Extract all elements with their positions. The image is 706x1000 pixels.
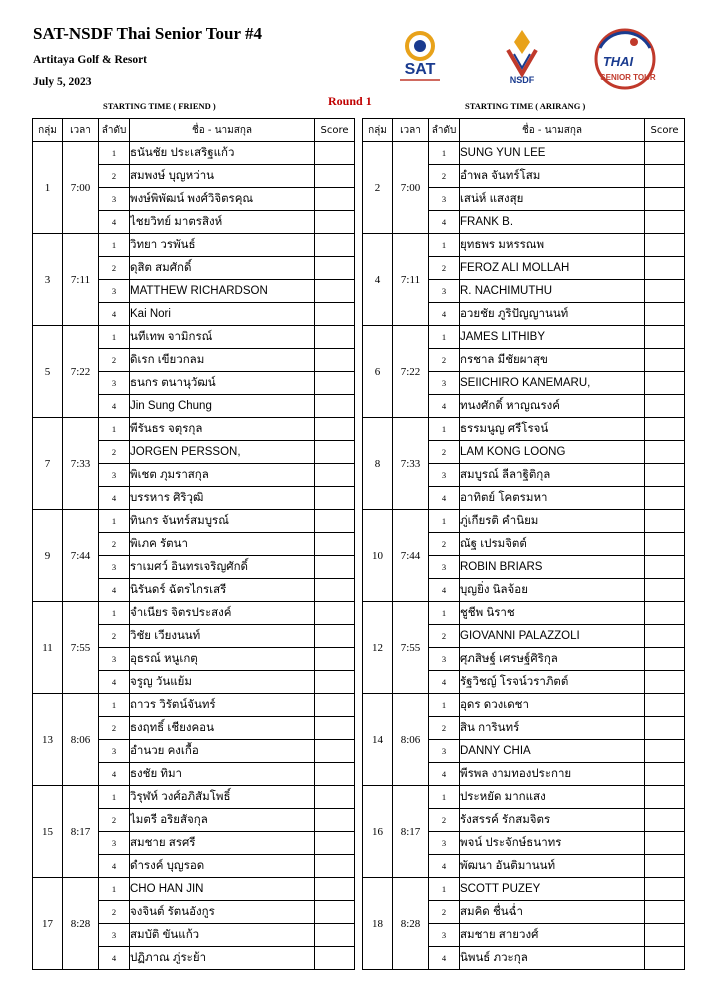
score-cell [315,510,355,533]
player-name: ปฏิภาณ ภู่ระย้า [130,947,315,970]
player-order: 1 [429,142,460,165]
player-name: พิเภค รัตนา [130,533,315,556]
player-order: 4 [99,855,130,878]
player-name: MATTHEW RICHARDSON [130,280,315,303]
player-name: วิรุฬห์ วงศ์อภิสัมโพธิ์ [130,786,315,809]
player-name: SEIICHIRO KANEMARU, [460,372,645,395]
score-cell [645,924,685,947]
player-order: 2 [99,809,130,832]
page-title: SAT-NSDF Thai Senior Tour #4 [33,24,262,43]
thai-senior-tour-logo [588,28,662,90]
score-cell [315,602,355,625]
player-name: อาทิตย์ โคตรมหา [460,487,645,510]
player-name: กรชาล มีชัยผาสุข [460,349,645,372]
table-row [33,510,355,533]
player-order: 2 [429,533,460,556]
player-order: 3 [429,556,460,579]
score-cell [645,487,685,510]
player-order: 3 [99,648,130,671]
score-cell [645,165,685,188]
player-name: พีรันธร จตุรกุล [130,418,315,441]
svg-text:SENIOR TOUR: SENIOR TOUR [600,73,656,82]
player-name: สิน การินทร์ [460,717,645,740]
score-cell [315,418,355,441]
player-order: 4 [429,211,460,234]
group-number: 16 [363,786,393,878]
player-name: รัฐวิชญ์ โรจน์วราภิตต์ [460,671,645,694]
player-name: เสน่ห์ แสงสุย [460,188,645,211]
player-order: 4 [429,579,460,602]
score-cell [645,809,685,832]
group-number: 5 [33,326,63,418]
score-cell [645,717,685,740]
column-header-group: กลุ่ม [33,119,63,142]
player-name: SUNG YUN LEE [460,142,645,165]
player-order: 2 [429,625,460,648]
player-name: สมคิด ชื่นฉ่ำ [460,901,645,924]
player-name: ธนันชัย ประเสริฐแก้ว [130,142,315,165]
tee-time: 8:06 [393,694,429,786]
player-order: 4 [99,947,130,970]
player-name: JAMES LITHIBY [460,326,645,349]
player-name: สมบัติ ขันแก้ว [130,924,315,947]
player-name: Jin Sung Chung [130,395,315,418]
score-cell [645,878,685,901]
group-number: 13 [33,694,63,786]
column-header-name: ชื่อ - นามสกุล [460,119,645,142]
player-name: อุธรณ์ หนูเกตุ [130,648,315,671]
player-name: ถาวร วิรัตน์จันทร์ [130,694,315,717]
player-order: 2 [429,901,460,924]
group-number: 10 [363,510,393,602]
score-cell [315,395,355,418]
score-cell [645,211,685,234]
player-order: 1 [99,510,130,533]
tee-time: 7:00 [63,142,99,234]
player-name: รังสรรค์ รักสมจิตร [460,809,645,832]
player-order: 4 [429,855,460,878]
score-cell [315,556,355,579]
player-order: 4 [99,763,130,786]
player-name: R. NACHIMUTHU [460,280,645,303]
score-cell [645,418,685,441]
score-cell [645,671,685,694]
table-header-row [33,119,355,142]
table-row [363,142,685,165]
player-name: ทินกร จันทร์สมบูรณ์ [130,510,315,533]
player-order: 2 [429,717,460,740]
score-cell [315,487,355,510]
score-cell [645,280,685,303]
player-name: FEROZ ALI MOLLAH [460,257,645,280]
player-name: ธรรมนูญ ศรีโรจน์ [460,418,645,441]
group-number: 7 [33,418,63,510]
player-order: 1 [99,878,130,901]
score-cell [315,280,355,303]
table-row [363,510,685,533]
player-order: 1 [429,234,460,257]
tee-time: 7:44 [63,510,99,602]
score-cell [315,717,355,740]
player-name: ภู่เกียรติ คำนิยม [460,510,645,533]
player-order: 4 [429,395,460,418]
player-name: ธงฤทธิ์ เชียงคอน [130,717,315,740]
score-cell [645,625,685,648]
group-number: 6 [363,326,393,418]
score-cell [645,533,685,556]
player-name: อุดร ดวงเดชา [460,694,645,717]
score-cell [315,234,355,257]
player-order: 2 [99,257,130,280]
score-cell [645,579,685,602]
player-order: 1 [99,786,130,809]
player-name: นทีเทพ จามิกรณ์ [130,326,315,349]
player-order: 4 [429,671,460,694]
player-order: 4 [429,947,460,970]
score-cell [645,510,685,533]
player-order: 2 [429,349,460,372]
player-name: ไชยวิทย์ มาตรสิงห์ [130,211,315,234]
player-order: 2 [99,901,130,924]
player-name: นิพนธ์ ภวะกุล [460,947,645,970]
nsdf-logo [496,26,548,86]
score-cell [315,901,355,924]
tee-time: 8:06 [63,694,99,786]
tee-time: 7:22 [393,326,429,418]
table-header-row [363,119,685,142]
tee-time: 8:28 [63,878,99,970]
player-order: 1 [99,326,130,349]
player-order: 2 [99,625,130,648]
score-cell [315,142,355,165]
player-name: Kai Nori [130,303,315,326]
group-number: 1 [33,142,63,234]
score-cell [315,349,355,372]
player-name: สมชาย สายวงศ์ [460,924,645,947]
score-cell [315,326,355,349]
group-number: 15 [33,786,63,878]
group-number: 9 [33,510,63,602]
player-order: 2 [99,533,130,556]
player-name: พิเชต ภุมราสกุล [130,464,315,487]
column-header-name: ชื่อ - นามสกุล [130,119,315,142]
player-order: 3 [99,280,130,303]
player-order: 3 [99,740,130,763]
score-cell [645,372,685,395]
score-cell [645,441,685,464]
score-cell [315,740,355,763]
column-header-group: กลุ่ม [363,119,393,142]
table-row [33,326,355,349]
score-cell [315,188,355,211]
player-name: บรรหาร ศิริวุฒิ [130,487,315,510]
score-cell [315,464,355,487]
tee-time: 7:33 [393,418,429,510]
group-number: 18 [363,878,393,970]
player-order: 3 [429,832,460,855]
player-name: จรูญ วันแย้ม [130,671,315,694]
score-cell [645,303,685,326]
score-cell [315,947,355,970]
player-name: อำพล จันทร์โสม [460,165,645,188]
score-cell [315,372,355,395]
score-cell [645,556,685,579]
group-number: 17 [33,878,63,970]
left-section-label: STARTING TIME ( FRIEND ) [103,101,216,111]
tee-time: 7:00 [393,142,429,234]
player-order: 1 [99,418,130,441]
player-order: 4 [99,579,130,602]
group-number: 3 [33,234,63,326]
group-number: 2 [363,142,393,234]
score-cell [315,303,355,326]
score-cell [645,257,685,280]
score-cell [315,441,355,464]
score-cell [645,188,685,211]
score-cell [315,809,355,832]
score-cell [315,878,355,901]
player-order: 3 [429,924,460,947]
player-order: 3 [429,740,460,763]
score-cell [645,763,685,786]
player-order: 2 [99,441,130,464]
score-cell [645,464,685,487]
player-name: สมพงษ์ บุญหว่าน [130,165,315,188]
player-order: 1 [429,694,460,717]
player-name: CHO HAN JIN [130,878,315,901]
tee-time: 7:55 [63,602,99,694]
column-header-order: ลำดับ [429,119,460,142]
score-cell [645,832,685,855]
player-name: ชูชีพ นิราช [460,602,645,625]
player-name: พีรพล งามทองประกาย [460,763,645,786]
player-name: FRANK B. [460,211,645,234]
score-cell [315,579,355,602]
right-schedule-table [362,118,685,970]
player-name: ราเมศว์ อินทรเจริญศักดิ์ [130,556,315,579]
venue-name: Artitaya Golf & Resort [33,54,148,66]
score-cell [645,602,685,625]
player-order: 1 [429,786,460,809]
player-name: พงษ์พิพัฒน์ พงศ์วิจิตรคุณ [130,188,315,211]
player-name: พัฒนา อันติมานนท์ [460,855,645,878]
player-name: ธงชัย ทิมา [130,763,315,786]
score-cell [645,648,685,671]
player-order: 1 [99,142,130,165]
player-order: 3 [429,188,460,211]
player-name: ประหยัด มากแสง [460,786,645,809]
player-order: 2 [429,257,460,280]
table-row [33,234,355,257]
tee-time: 7:33 [63,418,99,510]
score-cell [315,625,355,648]
player-order: 2 [429,441,460,464]
player-name: JORGEN PERSSON, [130,441,315,464]
tee-time: 7:11 [393,234,429,326]
event-date: July 5, 2023 [33,76,92,88]
player-name: GIOVANNI PALAZZOLI [460,625,645,648]
score-cell [315,763,355,786]
player-name: ROBIN BRIARS [460,556,645,579]
player-order: 3 [429,372,460,395]
player-order: 4 [99,487,130,510]
player-name: LAM KONG LOONG [460,441,645,464]
player-order: 1 [99,694,130,717]
player-order: 1 [429,326,460,349]
tee-time: 7:55 [393,602,429,694]
column-header-time: เวลา [63,119,99,142]
group-number: 8 [363,418,393,510]
column-header-time: เวลา [393,119,429,142]
svg-text:NSDF: NSDF [509,75,535,85]
svg-text:THAI: THAI [602,54,634,69]
player-name: ธนกร ตนานุวัฒน์ [130,372,315,395]
player-order: 2 [99,165,130,188]
player-order: 3 [99,464,130,487]
score-cell [315,533,355,556]
player-name: จำเนียร จิตรประสงค์ [130,602,315,625]
score-cell [645,142,685,165]
group-number: 11 [33,602,63,694]
player-name: สมบูรณ์ ลีลาฐิติกุล [460,464,645,487]
table-row [363,234,685,257]
player-order: 3 [429,464,460,487]
table-row [363,418,685,441]
score-cell [315,924,355,947]
player-name: วิชัย เวียงนนท์ [130,625,315,648]
score-cell [315,648,355,671]
score-cell [645,349,685,372]
player-order: 1 [429,878,460,901]
player-name: อำนวย คงเกื้อ [130,740,315,763]
table-row [33,418,355,441]
score-cell [645,234,685,257]
score-cell [645,694,685,717]
player-order: 3 [429,280,460,303]
group-number: 4 [363,234,393,326]
score-cell [315,257,355,280]
score-cell [645,901,685,924]
player-order: 4 [99,671,130,694]
player-name: ไมตรี อริยสัจกุล [130,809,315,832]
player-order: 4 [99,395,130,418]
score-cell [645,947,685,970]
player-order: 4 [429,763,460,786]
column-header-score: Score [315,119,355,142]
player-order: 3 [99,924,130,947]
player-name: ดุสิต สมศักดิ์ [130,257,315,280]
score-cell [315,832,355,855]
player-name: ทนงศักดิ์ หาญณรงค์ [460,395,645,418]
player-order: 4 [99,303,130,326]
player-order: 3 [99,832,130,855]
player-name: อวยชัย ภูริปัญญานนท์ [460,303,645,326]
score-cell [645,326,685,349]
player-order: 3 [99,372,130,395]
left-schedule-table [32,118,355,970]
player-name: จงจินต์ รัตนอังกูร [130,901,315,924]
player-name: ณัฐ เปรมจิตต์ [460,533,645,556]
player-order: 2 [429,165,460,188]
group-number: 14 [363,694,393,786]
player-order: 3 [99,188,130,211]
svg-text:SAT: SAT [404,61,436,78]
table-row [363,694,685,717]
tee-time: 8:28 [393,878,429,970]
player-order: 1 [429,510,460,533]
player-order: 4 [429,487,460,510]
tee-time: 7:11 [63,234,99,326]
player-name: DANNY CHIA [460,740,645,763]
table-row [33,878,355,901]
tee-time: 8:17 [393,786,429,878]
table-row [33,142,355,165]
score-cell [315,694,355,717]
player-name: วิทยา วรพันธ์ [130,234,315,257]
player-order: 1 [99,602,130,625]
column-header-score: Score [645,119,685,142]
player-order: 1 [99,234,130,257]
player-order: 4 [429,303,460,326]
score-cell [315,165,355,188]
score-cell [645,395,685,418]
column-header-order: ลำดับ [99,119,130,142]
player-order: 1 [429,418,460,441]
round-label: Round 1 [328,94,372,108]
player-order: 1 [429,602,460,625]
player-name: ดิเรก เขียวกลม [130,349,315,372]
sat-logo [392,28,448,86]
table-row [363,786,685,809]
table-row [363,878,685,901]
player-name: ศุภสิษฐ์ เศรษฐ์ศิริกุล [460,648,645,671]
group-number: 12 [363,602,393,694]
table-row [33,786,355,809]
player-order: 2 [99,717,130,740]
player-name: สมชาย สรศรี [130,832,315,855]
table-row [363,326,685,349]
score-cell [315,211,355,234]
player-name: ยุทธพร มหรรณพ [460,234,645,257]
player-name: ดำรงค์ บุญรอด [130,855,315,878]
score-cell [645,740,685,763]
player-name: SCOTT PUZEY [460,878,645,901]
score-cell [315,671,355,694]
right-section-label: STARTING TIME ( ARIRANG ) [465,101,586,111]
table-row [363,602,685,625]
player-order: 2 [99,349,130,372]
score-cell [315,786,355,809]
score-cell [315,855,355,878]
player-name: พจน์ ประจักษ์ธนาทร [460,832,645,855]
player-order: 2 [429,809,460,832]
player-order: 3 [429,648,460,671]
player-order: 4 [99,211,130,234]
score-cell [645,786,685,809]
player-name: นิรันดร์ ฉัตรไกรเสรี [130,579,315,602]
tee-time: 8:17 [63,786,99,878]
tee-time: 7:44 [393,510,429,602]
table-row [33,694,355,717]
table-row [33,602,355,625]
tee-time: 7:22 [63,326,99,418]
player-name: บุญยิ่ง นิลจ้อย [460,579,645,602]
player-order: 3 [99,556,130,579]
score-cell [645,855,685,878]
